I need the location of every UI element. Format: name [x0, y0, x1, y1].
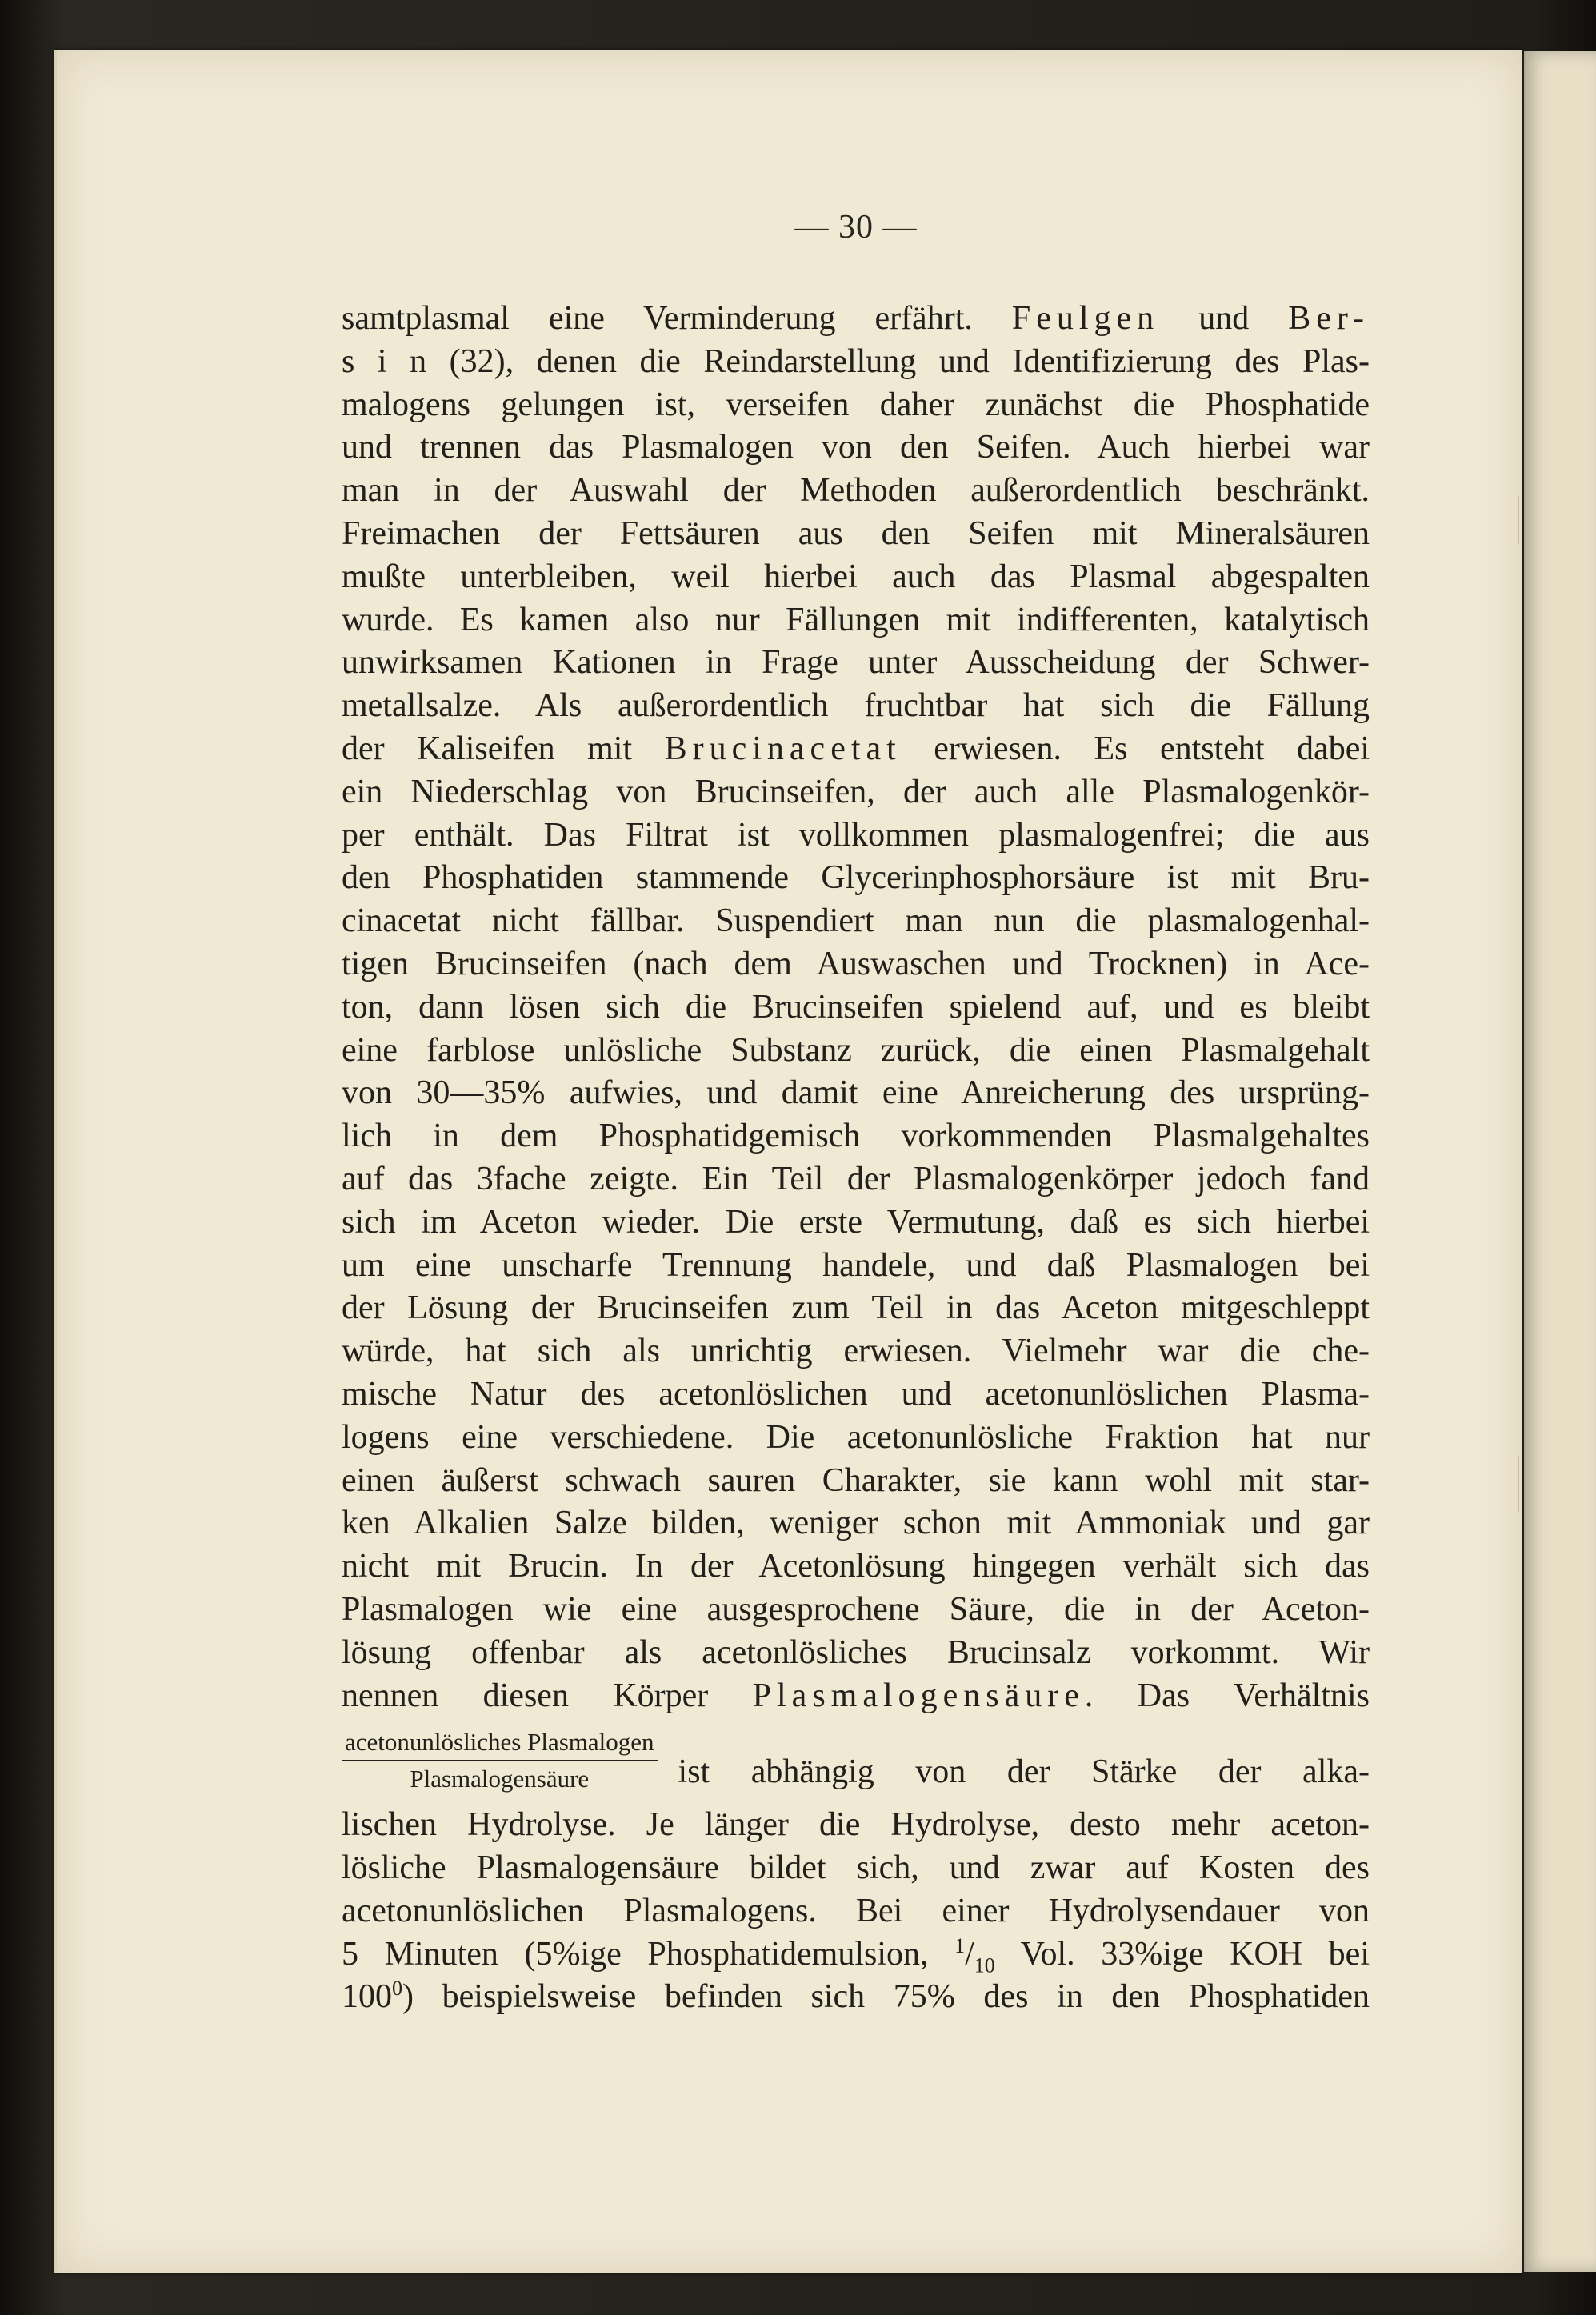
text-line: lösliche Plasmalogensäure bildet sich, und zwar auf Kosten des: [342, 1849, 1370, 1887]
body-text: [342, 298, 1370, 2019]
text-line: sich im Aceton wieder. Die erste Vermutung, daß es sich hierbei: [342, 1203, 1370, 1241]
text-line: einen äußerst schwach sauren Charakter, sie kann wohl mit star-: [342, 1461, 1370, 1499]
text-line: den Phosphatiden stammende Glycerinphosphorsäure ist mit Bru-: [342, 859, 1370, 897]
fraction-trailing-text: ist abhängig von der Stärke der alka-: [678, 1753, 1370, 1791]
text-line: Plasmalogen wie eine ausgesprochene Säure, die in der Aceton-: [342, 1590, 1370, 1628]
page-number: — 30 —: [794, 209, 918, 246]
text-line: 5 Minuten (5%ige Phosphatidemulsion, $^1/_{10}$ Vol. 33%ige KOH bei: [342, 1933, 1370, 1977]
text-line: nennen diesen Körper Plasmalogensäure. Das Verhältnis: [342, 1677, 1370, 1714]
text-line: lösung offenbar als acetonlösliches Brucinsalz vorkommt. Wir: [342, 1633, 1370, 1671]
text-line: und trennen das Plasmalogen von den Seifen. Auch hierbei war: [342, 429, 1370, 466]
text-line: lischen Hydrolyse. Je länger die Hydrolyse, desto mehr aceton-: [342, 1806, 1370, 1844]
text-line: logens eine verschiedene. Die acetonunlösliche Fraktion hat nur: [342, 1418, 1370, 1456]
binding-mark: [1518, 496, 1519, 544]
text-line: um eine unscharfe Trennung handele, und daß Plasmalogen bei: [342, 1246, 1370, 1284]
text-line: unwirksamen Kationen in Frage unter Ausscheidung der Schwer-: [342, 644, 1370, 682]
text-line: lich in dem Phosphatidgemisch vorkommenden Plasmalgehaltes: [342, 1118, 1370, 1155]
fraction-line: [342, 1717, 1370, 1804]
text-line: ein Niederschlag von Brucinseifen, der auch alle Plasmalogenkör-: [342, 773, 1370, 810]
binding-mark: [1518, 1456, 1519, 1512]
text-line: tigen Brucinseifen (nach dem Auswaschen und Trocknen) in Ace-: [342, 945, 1370, 982]
ratio-fraction: [342, 1726, 658, 1795]
text-line: von 30—35% aufwies, und damit eine Anreicherung des ursprüng-: [342, 1074, 1370, 1112]
text-line: auf das 3fache zeigte. Ein Teil der Plasmalogenkörper jedoch fand: [342, 1160, 1370, 1197]
text-line: wurde. Es kamen also nur Fällungen mit indifferenten, katalytisch: [342, 601, 1370, 638]
fraction-denominator: Plasmalogensäure: [410, 1765, 590, 1793]
text-line: ton, dann lösen sich die Brucinseifen spielend auf, und es bleibt: [342, 988, 1370, 1026]
text-line: ken Alkalien Salze bilden, weniger schon mit Ammoniak und gar: [342, 1505, 1370, 1542]
text-line: metallsalze. Als außerordentlich fruchtbar hat sich die Fällung: [342, 687, 1370, 725]
fraction-numerator: acetonunlösliches Plasmalogen: [342, 1726, 658, 1761]
text-line: mußte unterbleiben, weil hierbei auch das Plasmal abgespalten: [342, 558, 1370, 595]
text-line: der Kaliseifen mit Brucinacetat erwiesen. Es entsteht dabei: [342, 730, 1370, 767]
text-line: acetonunlöslichen Plasmalogens. Bei einer Hydrolysendauer von: [342, 1892, 1370, 1929]
facing-page-edge: [1522, 51, 1596, 2272]
text-line: man in der Auswahl der Methoden außerordentlich beschränkt.: [342, 472, 1370, 510]
text-line: eine farblose unlösliche Substanz zurück, die einen Plasmalgehalt: [342, 1031, 1370, 1069]
text-line: s i n (32), denen die Reindarstellung und Identifizierung des Plas-: [342, 342, 1370, 380]
text-line: mische Natur des acetonlöslichen und acetonunlöslichen Plasma-: [342, 1375, 1370, 1413]
text-line: $100^0$) beispielsweise befinden sich 75% des in den Phosphatiden: [342, 1977, 1370, 2016]
text-line: der Lösung der Brucinseifen zum Teil in das Aceton mitgeschleppt: [342, 1289, 1370, 1327]
text-line: samtplasmal eine Verminderung erfährt. Feulgen und Ber-: [342, 300, 1370, 337]
text-line: nicht mit Brucin. In der Acetonlösung hingegen verhält sich das: [342, 1548, 1370, 1585]
text-line: Freimachen der Fettsäuren aus den Seifen mit Mineralsäuren: [342, 514, 1370, 552]
text-line: cinacetat nicht fällbar. Suspendiert man nun die plasmalogenhal-: [342, 902, 1370, 940]
text-line: per enthält. Das Filtrat ist vollkommen plasmalogenfrei; die aus: [342, 816, 1370, 854]
text-line: würde, hat sich als unrichtig erwiesen. Vielmehr war die che-: [342, 1333, 1370, 1370]
text-line: malogens gelungen ist, verseifen daher zunächst die Phosphatide: [342, 386, 1370, 423]
